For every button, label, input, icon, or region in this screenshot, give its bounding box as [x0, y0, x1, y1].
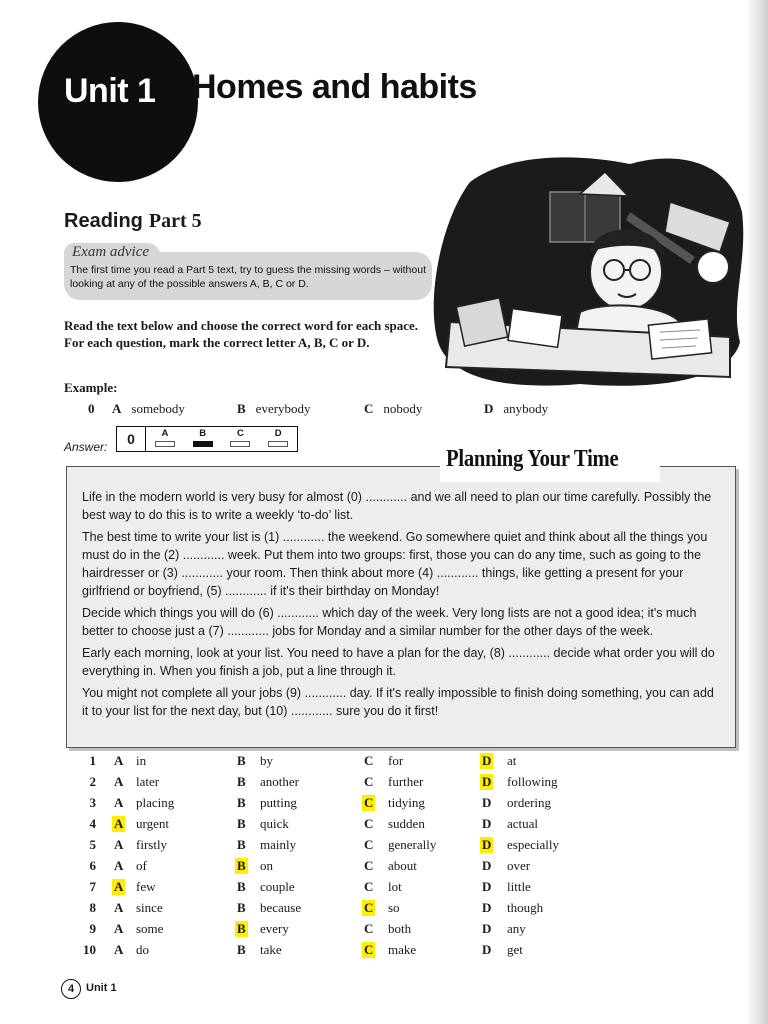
option-letter[interactable]: C: [364, 774, 374, 789]
option-word: on: [260, 858, 273, 873]
example-label: Example:: [64, 380, 118, 395]
option-word: though: [507, 900, 544, 915]
question-number: 10: [83, 942, 96, 957]
passage-paragraph-4: Early each morning, look at your list. You need to have a plan for the day, (8) ............ decide what order you will do everything in. When you finish a job, put a line through it.: [82, 646, 715, 678]
option-word: urgent: [136, 816, 169, 831]
option-letter[interactable]: D: [482, 858, 492, 873]
option-word: actual: [507, 816, 539, 831]
option-row: [0, 753, 768, 774]
option-letter-highlighted[interactable]: D: [482, 753, 492, 768]
answer-grid-cell-b: B: [184, 427, 222, 451]
option-word: some: [136, 921, 164, 936]
option-word: do: [136, 942, 149, 957]
option-letter-highlighted[interactable]: C: [364, 900, 374, 915]
option-word: any: [507, 921, 526, 936]
passage-paragraph-3: Decide which things you will do (6) ............ which day of the week. Very long lists are not a good idea; it's much better to choose just a (7) ............ jobs for Monday and a similar number for the other days of the week.: [82, 606, 697, 638]
instructions-line-2: For each question, mark the correct letter A, B, C or D.: [64, 334, 370, 350]
footer-page-number: 4: [61, 979, 81, 999]
option-word: since: [136, 900, 163, 915]
answer-label: Answer:: [64, 440, 108, 454]
passage-paragraph-1: Life in the modern world is very busy for almost (0) ............ and we all need to plan our time carefully. Possibly the best way to do this is to write a weekly ‘to-do’ list.: [82, 490, 712, 522]
option-word: putting: [260, 795, 297, 810]
option-word: about: [388, 858, 417, 873]
section-heading-part: Part 5: [148, 210, 202, 232]
option-letter-highlighted[interactable]: D: [482, 837, 492, 852]
option-word: get: [507, 942, 523, 957]
option-row: [0, 900, 768, 921]
answer-bar-c: [230, 441, 250, 447]
example-option-b: B everybody: [237, 401, 311, 416]
exam-advice-label: Exam advice: [64, 243, 161, 263]
option-word: sudden: [388, 816, 425, 831]
exam-advice-text: The first time you read a Part 5 text, try to guess the missing words – without looking at any of the possible answers A, B, C or D.: [70, 264, 426, 290]
example-option-c: C nobody: [364, 401, 423, 416]
option-letter-highlighted[interactable]: B: [237, 858, 246, 873]
option-word: later: [136, 774, 160, 789]
option-letter[interactable]: C: [364, 837, 374, 852]
example-number: 0: [88, 401, 95, 416]
option-letter[interactable]: B: [237, 879, 246, 894]
option-word: in: [136, 753, 147, 768]
option-letter-highlighted[interactable]: A: [114, 816, 124, 831]
option-row: [0, 837, 768, 858]
option-letter[interactable]: A: [114, 795, 124, 810]
option-row: [0, 795, 768, 816]
option-word: another: [260, 774, 299, 789]
option-word: tidying: [388, 795, 425, 810]
option-row: [0, 879, 768, 900]
option-letter-highlighted[interactable]: C: [364, 942, 374, 957]
example-option-a: A somebody: [112, 401, 185, 416]
section-heading-reading: Reading: [64, 210, 143, 232]
option-word: because: [260, 900, 302, 915]
question-number: 2: [89, 774, 96, 789]
option-letter-highlighted[interactable]: A: [114, 879, 124, 894]
question-number: 4: [89, 816, 96, 831]
passage-title: Planning Your Time: [446, 446, 619, 472]
answer-bar-a: [155, 441, 175, 447]
option-letter[interactable]: A: [114, 858, 124, 873]
option-row: [0, 858, 768, 879]
option-letter[interactable]: A: [114, 753, 124, 768]
instructions: [64, 318, 424, 351]
answer-grid-cell-c: C: [222, 427, 260, 451]
option-letter-highlighted[interactable]: B: [237, 921, 246, 936]
option-letter[interactable]: D: [482, 795, 492, 810]
option-word: of: [136, 858, 147, 873]
option-word: especially: [507, 837, 559, 852]
option-letter[interactable]: C: [364, 858, 374, 873]
option-letter[interactable]: A: [114, 837, 124, 852]
option-row: [0, 921, 768, 942]
option-letter[interactable]: C: [364, 879, 374, 894]
option-letter[interactable]: B: [237, 900, 246, 915]
option-letter[interactable]: B: [237, 795, 246, 810]
option-row: [0, 816, 768, 837]
student-at-desk-illustration: [430, 152, 746, 390]
question-number: 7: [89, 879, 96, 894]
option-letter[interactable]: A: [114, 942, 124, 957]
option-letter[interactable]: B: [237, 942, 246, 957]
option-letter-highlighted[interactable]: D: [482, 774, 492, 789]
option-letter[interactable]: A: [114, 921, 124, 936]
option-letter[interactable]: D: [482, 942, 492, 957]
option-letter[interactable]: D: [482, 900, 492, 915]
option-word: placing: [136, 795, 175, 810]
unit-title: Homes and habits: [192, 68, 477, 106]
option-word: so: [388, 900, 400, 915]
option-word: few: [136, 879, 156, 894]
option-letter[interactable]: D: [482, 879, 492, 894]
passage-text: [82, 488, 722, 724]
question-number: 3: [89, 795, 96, 810]
option-row: [0, 774, 768, 795]
option-word: couple: [260, 879, 295, 894]
option-letter-highlighted[interactable]: C: [364, 795, 374, 810]
option-word: mainly: [260, 837, 297, 852]
footer-unit: Unit 1: [86, 982, 117, 994]
question-number: 8: [89, 900, 96, 915]
option-word: make: [388, 942, 417, 957]
question-number: 6: [89, 858, 96, 873]
answer-bar-b-marked: [193, 441, 213, 447]
option-word: quick: [260, 816, 289, 831]
option-letter[interactable]: C: [364, 753, 374, 768]
option-word: ordering: [507, 795, 552, 810]
answer-grid-cell-a: A: [146, 427, 184, 451]
option-letter[interactable]: B: [237, 753, 246, 768]
option-letter[interactable]: D: [482, 921, 492, 936]
option-word: generally: [388, 837, 437, 852]
option-letter[interactable]: D: [482, 816, 492, 831]
option-word: following: [507, 774, 558, 789]
unit-label: Unit 1: [64, 72, 156, 110]
option-word: take: [260, 942, 282, 957]
option-letter[interactable]: B: [237, 837, 246, 852]
option-word: at: [507, 753, 517, 768]
example-option-d: D anybody: [484, 401, 549, 416]
option-word: by: [260, 753, 273, 768]
answer-grid-cell-d: D: [259, 427, 297, 451]
option-letter[interactable]: B: [237, 816, 246, 831]
option-word: over: [507, 858, 531, 873]
option-word: lot: [388, 879, 402, 894]
question-number: 9: [89, 921, 96, 936]
option-word: little: [507, 879, 531, 894]
answer-grid: [116, 426, 298, 452]
option-letter[interactable]: B: [237, 774, 246, 789]
passage-paragraph-5: You might not complete all your jobs (9) ............ day. If it's really impossible to finish doing something, you can add it to your list for the next day, but (10) ............ sure you do it first!: [82, 686, 714, 718]
section-heading: [64, 210, 202, 233]
option-word: both: [388, 921, 412, 936]
question-number: 5: [89, 837, 96, 852]
option-word: for: [388, 753, 404, 768]
option-letter[interactable]: A: [114, 900, 124, 915]
passage-paragraph-2: The best time to write your list is (1) ............ the weekend. Go somewhere quiet and think about all the things you must do in the (2) ............ week. Put them into two groups: first, those you can do any time, such as going to the hairdresser or (3) ............ your room. Then think about more (4) ............ things, like getting a present for your girlfriend or boyfriend, (5) ............ if it's their birthday on Monday!: [82, 530, 708, 598]
question-number: 1: [89, 753, 96, 768]
instructions-line-1: Read the text below and choose the correct word for each space.: [64, 318, 419, 333]
option-letter[interactable]: C: [364, 921, 374, 936]
answer-bar-d: [268, 441, 288, 447]
option-row: [0, 942, 768, 963]
option-word: firstly: [136, 837, 168, 852]
option-letter[interactable]: C: [364, 816, 374, 831]
option-word: further: [388, 774, 424, 789]
option-word: every: [260, 921, 289, 936]
answer-grid-number: 0: [117, 427, 146, 451]
option-letter[interactable]: A: [114, 774, 124, 789]
